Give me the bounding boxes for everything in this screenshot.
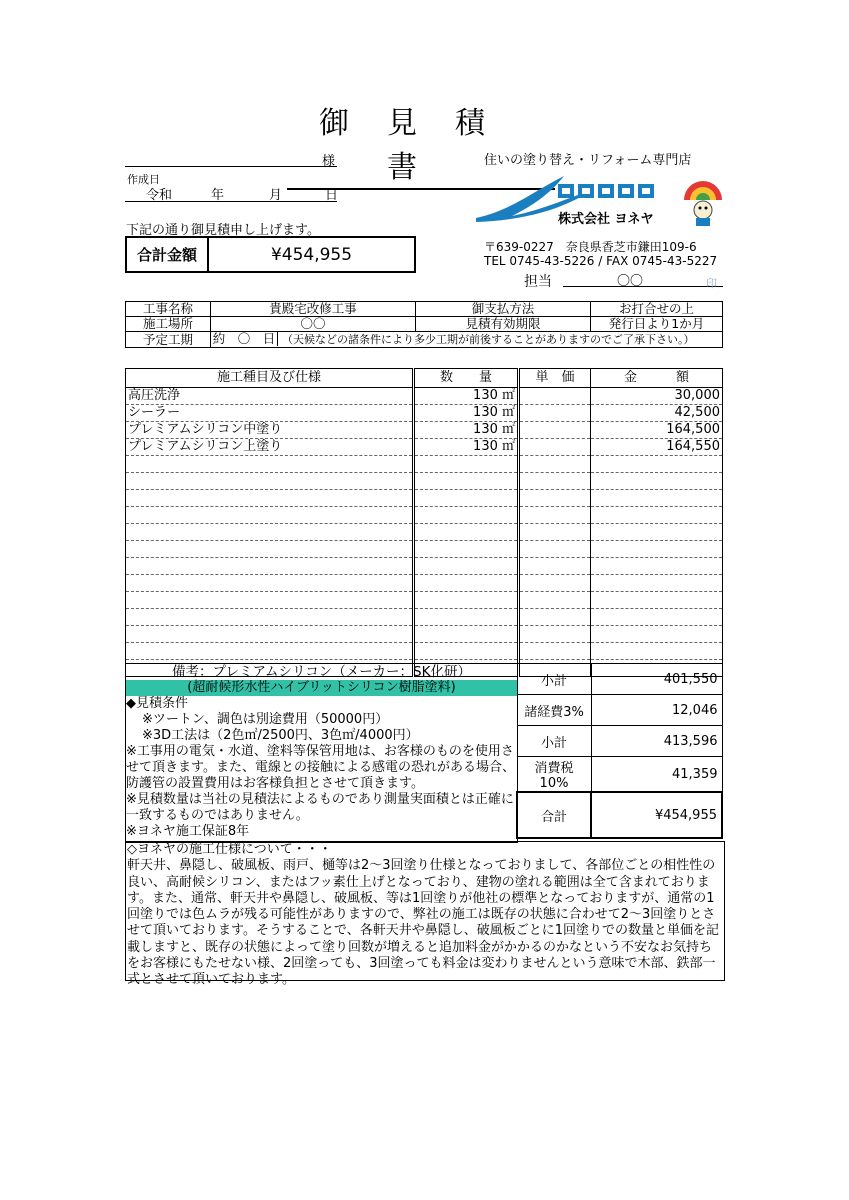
- item-name-cell: [126, 592, 414, 609]
- item-name-cell: [126, 507, 414, 524]
- table-row: [126, 405, 723, 422]
- item-name-cell: 高圧洗浄: [126, 388, 414, 405]
- summary-row: [517, 757, 722, 793]
- item-amount-cell: [591, 507, 723, 524]
- item-name-cell: [126, 541, 414, 558]
- payment-value: お打合せの上: [591, 302, 723, 317]
- item-qty-cell: 130 ㎡: [414, 439, 519, 456]
- table-row: [126, 490, 723, 507]
- item-amount-cell: 164,500: [591, 422, 723, 439]
- table-row: [126, 609, 723, 626]
- item-name-cell: シーラー: [126, 405, 414, 422]
- item-price-cell: [519, 456, 591, 473]
- created-year: 年: [211, 188, 225, 203]
- item-price-cell: [519, 558, 591, 575]
- schedule-label: 予定工期: [126, 332, 211, 348]
- table-row: [126, 507, 723, 524]
- schedule-value: 約 〇 日: [211, 332, 278, 346]
- items-table: [125, 368, 723, 677]
- remark-line: 備考：プレミアムシリコン（メーカー：SK化研）: [172, 664, 471, 680]
- table-row: [126, 473, 723, 490]
- page-title: 御見積書: [287, 98, 555, 190]
- info-table: [125, 301, 723, 348]
- intro-text: 下記の通り御見積申し上げます。: [126, 223, 320, 238]
- mascot-icon: [680, 180, 726, 228]
- item-name-cell: [126, 626, 414, 643]
- item-amount-cell: [591, 643, 723, 660]
- grand-total-label: 合計: [517, 792, 591, 838]
- summary-row: [517, 695, 722, 726]
- summary-value: 12,046: [591, 695, 722, 726]
- summary-label: 諸経費3%: [517, 695, 591, 726]
- validity-label: 見積有効期限: [416, 317, 591, 332]
- item-qty-cell: 130 ㎡: [414, 422, 519, 439]
- schedule-note: （天候などの諸条件により多少工期が前後することがありますのでご了承下さい。）: [282, 333, 695, 346]
- table-row: [126, 388, 723, 405]
- item-qty-cell: [414, 490, 519, 507]
- table-row: [126, 558, 723, 575]
- item-price-cell: [519, 439, 591, 456]
- item-name-cell: [126, 524, 414, 541]
- note-1: ※工事用の電気・水道、塗料等保管用地は、お客様のものを使用させて頂きます。また、電線との接触による感電の恐れがある場合、防護管の設置費用はお客様負担とさせて頂きます。: [126, 744, 515, 791]
- spec-note-body: 軒天井、鼻隠し、破風板、雨戸、樋等は2～3回塗り仕様となっておりまして、各部位ごとの相性性の良い、高耐候シリコン、またはフッ素仕上げとなっており、建物の塗れる範囲は全て含まれております。また、通常、軒天井や鼻隠し、破風板、等は1回塗りが他社の標準となっておりますが、通常の1回塗りでは色ムラが残る可能性がありますので、弊社の施工は既存の状態に合わせて2～3回塗りとさせて頂いております。そうすることで、各軒天井や鼻隠し、破風板ごとに1回塗りでの数量と単価を記載しますと、既存の状態によって塗り回数が増えると追加料金がかかるのかなという不安なお気持ちをお客様にもたせない様、2回塗っても、3回塗っても料金は変わりませんという意味で木部、鉄部一式とさせて頂いております。: [127, 858, 719, 988]
- item-price-cell: [519, 643, 591, 660]
- item-amount-cell: 164,550: [591, 439, 723, 456]
- site-label: 施工場所: [126, 317, 211, 332]
- customer-suffix: 様: [321, 154, 335, 169]
- company-name: 株式会社 ヨネヤ: [558, 212, 654, 227]
- project-value: 貴殿宅改修工事: [211, 302, 416, 317]
- item-qty-cell: [414, 507, 519, 524]
- table-row: [126, 439, 723, 456]
- item-amount-cell: [591, 456, 723, 473]
- conditions-title: ◆見積条件: [126, 696, 188, 711]
- grand-total-value: ¥454,955: [591, 792, 722, 838]
- table-row: [126, 422, 723, 439]
- validity-value: 発行日より1か月: [591, 317, 723, 332]
- item-name-cell: [126, 575, 414, 592]
- table-row: [126, 626, 723, 643]
- item-name-cell: [126, 456, 414, 473]
- summary-row: [517, 664, 722, 695]
- remark-sub: (超耐候形水性ハイブリットシリコン樹脂塗料): [126, 680, 517, 696]
- item-qty-cell: 130 ㎡: [414, 405, 519, 422]
- item-price-cell: [519, 388, 591, 405]
- item-qty-cell: [414, 524, 519, 541]
- item-name-cell: プレミアムシリコン上塗り: [126, 439, 414, 456]
- item-qty-cell: [414, 473, 519, 490]
- item-amount-cell: 42,500: [591, 405, 723, 422]
- item-qty-cell: [414, 643, 519, 660]
- item-price-cell: [519, 473, 591, 490]
- item-qty-cell: 130 ㎡: [414, 388, 519, 405]
- item-name-cell: [126, 643, 414, 660]
- col-price-header: 単 価: [519, 369, 591, 388]
- table-row: [126, 456, 723, 473]
- item-amount-cell: [591, 541, 723, 558]
- note-3: ※ヨネヤ施工保証8年: [126, 824, 250, 839]
- company-tel-fax: TEL 0745-43-5226 / FAX 0745-43-5227: [484, 254, 718, 268]
- item-price-cell: [519, 422, 591, 439]
- item-price-cell: [519, 524, 591, 541]
- created-era: 令和: [146, 188, 173, 203]
- condition-2: ※3D工法は（2色㎡/2500円、3色㎡/4000円）: [142, 728, 419, 743]
- summary-label: 小計: [517, 726, 591, 757]
- item-price-cell: [519, 592, 591, 609]
- item-price-cell: [519, 575, 591, 592]
- spec-note-heading: ◇ヨネヤの施工仕様について・・・: [127, 842, 332, 857]
- summary-label: 小計: [517, 664, 591, 695]
- summary-row: [517, 726, 722, 757]
- item-qty-cell: [414, 558, 519, 575]
- item-price-cell: [519, 490, 591, 507]
- site-value: 〇〇: [211, 317, 416, 332]
- company-postal: 〒639-0227 奈良県香芝市鎌田109-6: [484, 240, 697, 254]
- item-amount-cell: [591, 609, 723, 626]
- schedule-cell: [211, 332, 723, 348]
- items-body: [126, 388, 723, 677]
- item-amount-cell: 30,000: [591, 388, 723, 405]
- item-qty-cell: [414, 456, 519, 473]
- item-name-cell: [126, 473, 414, 490]
- item-price-cell: [519, 405, 591, 422]
- spec-note-box: [125, 841, 725, 988]
- item-qty-cell: [414, 575, 519, 592]
- item-amount-cell: [591, 490, 723, 507]
- table-row: [126, 541, 723, 558]
- item-name-cell: [126, 490, 414, 507]
- item-price-cell: [519, 609, 591, 626]
- item-qty-cell: [414, 609, 519, 626]
- project-label: 工事名称: [126, 302, 211, 317]
- item-amount-cell: [591, 626, 723, 643]
- total-amount-value: ¥454,955: [270, 244, 353, 265]
- item-name-cell: [126, 558, 414, 575]
- table-row: [126, 575, 723, 592]
- condition-1: ※ツートン、調色は別途費用（50000円）: [142, 712, 389, 727]
- item-qty-cell: [414, 592, 519, 609]
- summary-label: 消費税10%: [517, 757, 591, 793]
- table-row: [126, 592, 723, 609]
- item-name-cell: [126, 609, 414, 626]
- summary-table: [516, 663, 723, 839]
- payment-label: 御支払方法: [416, 302, 591, 317]
- total-amount-label: 合計金額: [127, 238, 209, 271]
- item-price-cell: [519, 626, 591, 643]
- created-day: 日: [325, 188, 339, 203]
- col-qty-header: 数 量: [414, 369, 519, 388]
- staff-label: 担当: [524, 274, 552, 290]
- item-amount-cell: [591, 575, 723, 592]
- item-amount-cell: [591, 473, 723, 490]
- item-qty-cell: [414, 541, 519, 558]
- col-spec-header: 施工種目及び仕様: [126, 369, 414, 388]
- summary-value: 401,550: [591, 664, 722, 695]
- item-price-cell: [519, 507, 591, 524]
- created-month: 月: [269, 188, 283, 203]
- note-2: ※見積数量は当社の見積法によるものであり測量実面積とは正確に一致するものではありません。: [126, 792, 514, 823]
- summary-value: 41,359: [591, 757, 722, 793]
- item-amount-cell: [591, 524, 723, 541]
- created-underline: [125, 201, 337, 202]
- created-label: 作成日: [127, 173, 160, 186]
- notes-box: [125, 663, 518, 843]
- table-row: [126, 643, 723, 660]
- customer-line: [125, 150, 337, 167]
- total-amount-box: [125, 236, 416, 273]
- summary-body: [517, 664, 722, 793]
- item-amount-cell: [591, 592, 723, 609]
- table-row: [126, 524, 723, 541]
- col-amount-header: 金 額: [591, 369, 723, 388]
- item-price-cell: [519, 541, 591, 558]
- summary-value: 413,596: [591, 726, 722, 757]
- grand-total-row: [517, 792, 722, 838]
- item-qty-cell: [414, 626, 519, 643]
- item-amount-cell: [591, 558, 723, 575]
- seal-mark: 印: [706, 277, 717, 290]
- item-name-cell: プレミアムシリコン中塗り: [126, 422, 414, 439]
- staff-value: 〇〇: [617, 274, 644, 289]
- company-tagline: 住いの塗り替え・リフォーム専門店: [484, 153, 692, 168]
